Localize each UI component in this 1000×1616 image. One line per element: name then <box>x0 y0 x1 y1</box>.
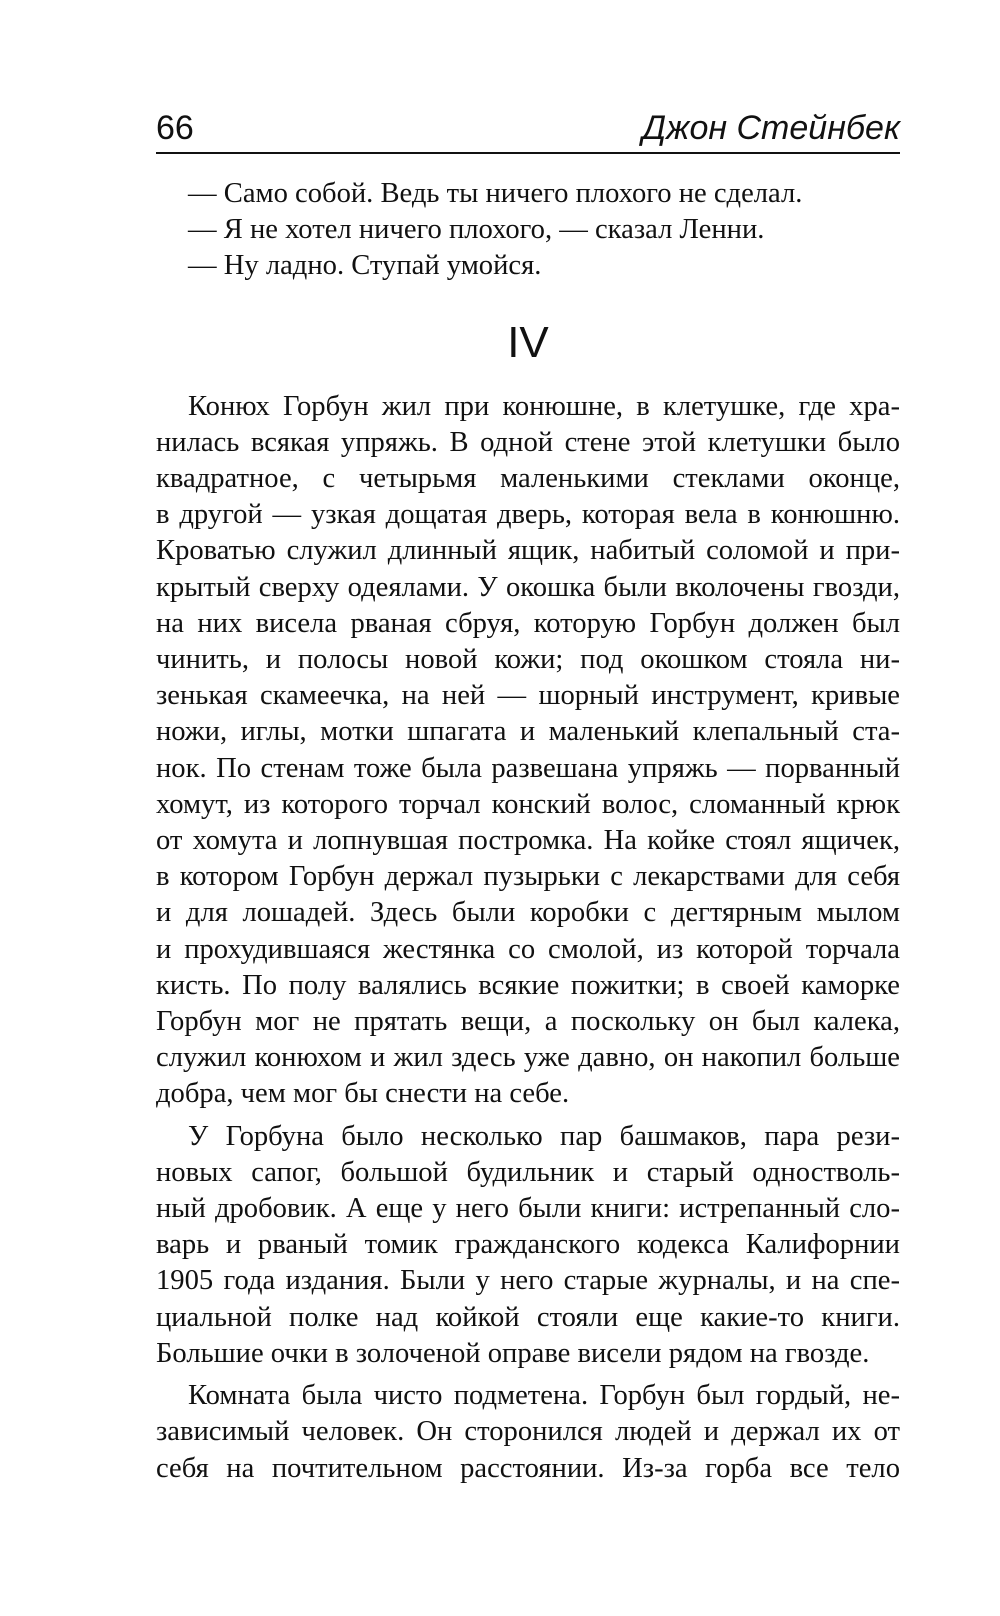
text-line: Конюх Горбун жил при конюшне, в клетушке, где хра- <box>188 390 900 422</box>
text-line: кисть. По полу валялись всякие пожитки; в своей каморке <box>156 969 900 1001</box>
book-page <box>156 96 900 1576</box>
text-line: квадратное, с четырьмя маленькими стеклами оконце, <box>156 463 900 495</box>
text-line: от хомута и лопнувшая постромка. На койке стоял ящичек, <box>156 825 900 857</box>
text-line: ножи, иглы, мотки шпагата и маленький клепальный ста- <box>156 716 900 748</box>
text-line: Горбун мог не прятать вещи, а поскольку он был калека, <box>156 1006 900 1038</box>
text-line: Большие очки в золоченой оправе висели рядом на гвозде. <box>156 1337 870 1369</box>
text-line: нок. По стенам тоже была развешана упряжь — порванный <box>156 752 900 784</box>
text-line: У Горбуна было несколько пар башмаков, пара рези- <box>188 1120 900 1152</box>
text-line: новых сапог, большой будильник и старый одностволь- <box>156 1156 900 1188</box>
text-line: хомут, из которого торчал конский волос, сломанный крюк <box>156 788 900 820</box>
text-line: 1905 года издания. Были у него старые журналы, и на спе- <box>156 1265 900 1297</box>
text-line: зависимый человек. Он сторонился людей и держал их от <box>156 1416 900 1448</box>
text-line: ный дробовик. А еще у него были книги: истрепанный сло- <box>156 1193 900 1225</box>
page-number: 66 <box>156 109 194 147</box>
dialogue-block <box>156 176 900 285</box>
paragraph-3 <box>156 1378 900 1487</box>
text-line: в другой — узкая дощатая дверь, которая вела в конюшню. <box>156 499 900 531</box>
text-line: зенькая скамеечка, на ней — шорный инструмент, кривые <box>156 680 900 712</box>
text-line: Комната была чисто подметена. Горбун был гордый, не- <box>188 1380 900 1412</box>
text-line: нилась всякая упряжь. В одной стене этой клетушки было <box>156 426 900 458</box>
running-header <box>156 96 900 154</box>
text-line: в котором Горбун держал пузырьки с лекарствами для себя <box>156 861 900 893</box>
dialogue-line: — Ну ладно. Ступай умойся. <box>188 250 542 282</box>
text-line: чинить, и полосы новой кожи; под окошком стояла ни- <box>156 644 900 676</box>
dialogue-line: — Я не хотел ничего плохого, — сказал Ленни. <box>188 214 765 246</box>
text-line: себя на почтительном расстоянии. Из-за горба все тело <box>156 1452 900 1484</box>
text-line: Кроватью служил длинный ящик, набитый соломой и при- <box>156 535 900 567</box>
author-name: Джон Стейнбек <box>642 109 900 147</box>
text-line: добра, чем мог бы снести на себе. <box>156 1078 570 1110</box>
chapter-heading: IV <box>507 317 549 367</box>
text-line: циальной полке над койкой стояли еще какие-то книги. <box>156 1301 900 1333</box>
text-line: и прохудившаяся жестянка со смолой, из которой торчала <box>156 933 900 965</box>
paragraph-2 <box>156 1119 900 1372</box>
text-line: и для лошадей. Здесь были коробки с дегтярным мылом <box>156 897 900 929</box>
paragraph-1 <box>156 389 900 1113</box>
text-line: служил конюхом и жил здесь уже давно, он накопил больше <box>156 1042 900 1074</box>
text-line: крытый сверху одеялами. У окошка были вколочены гвозди, <box>156 571 900 603</box>
dialogue-line: — Само собой. Ведь ты ничего плохого не сделал. <box>188 178 803 209</box>
text-line: варь и рваный томик гражданского кодекса Калифорнии <box>156 1229 900 1261</box>
text-line: на них висела рваная сбруя, которую Горбун должен был <box>156 607 900 639</box>
